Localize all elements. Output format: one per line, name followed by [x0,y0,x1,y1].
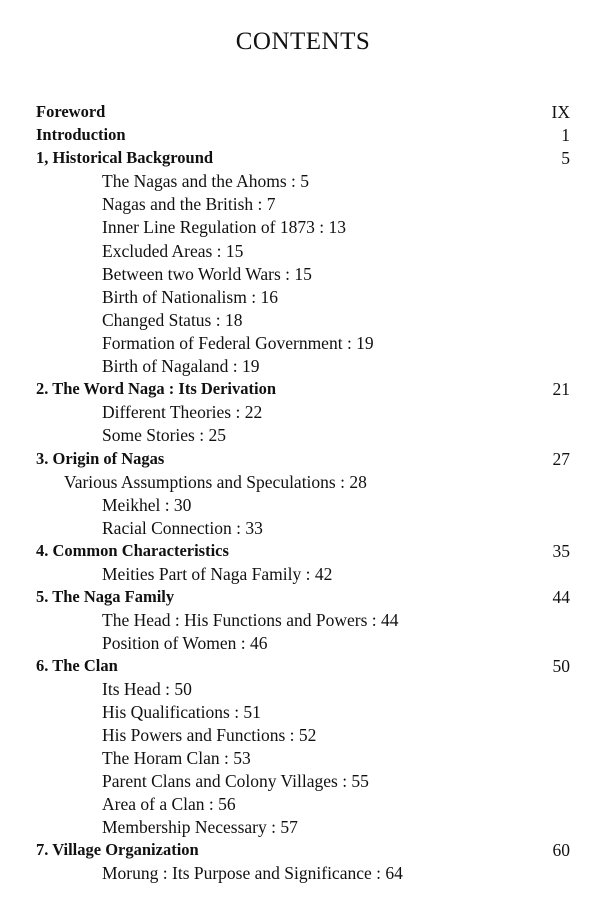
toc-entry [0,564,600,587]
toc-entry-label: The Nagas and the Ahoms : 5 [102,171,310,191]
toc-entry-page: IX [551,102,570,122]
toc-entry-label: Meikhel : 30 [102,495,192,515]
toc-entry-label: Foreword [36,102,106,121]
toc-entry-label: His Powers and Functions : 52 [102,725,317,745]
toc-entry [0,702,600,725]
toc-entry-label: The Horam Clan : 53 [102,748,251,768]
toc-entry [0,356,600,379]
toc-entry-label: 1, Historical Background [36,148,214,167]
toc-entry [0,679,600,702]
toc-entry [0,518,600,541]
toc-entry-page: 27 [552,449,570,469]
toc-entry-label: Different Theories : 22 [102,402,263,422]
toc-entry [0,633,600,656]
toc-entry [0,148,600,171]
toc-entry [0,863,600,886]
toc-entry-label: His Qualifications : 51 [102,702,261,722]
toc-entry [0,817,600,840]
toc-entry-label: Racial Connection : 33 [102,518,263,538]
toc-entry-label: Position of Women : 46 [102,633,268,653]
toc-entry-label: 7. Village Organization [36,840,199,859]
toc-entry-label: Area of a Clan : 56 [102,794,236,814]
toc-entry [0,472,600,495]
toc-entry-label: 3. Origin of Nagas [36,449,165,468]
toc-entry-page: 21 [552,379,570,399]
toc-entry-label: 2. The Word Naga : Its Derivation [36,379,277,398]
toc-entry-label: 5. The Naga Family [36,587,175,606]
toc-entry-label: The Head : His Functions and Powers : 44 [102,610,399,630]
toc-entry [0,495,600,518]
toc-entry [0,310,600,333]
toc-entry-label: Excluded Areas : 15 [102,241,244,261]
toc-entry [0,194,600,217]
toc-entry-label: Morung : Its Purpose and Significance : 64 [102,863,403,883]
toc-entry [0,771,600,794]
toc-entry [0,379,600,402]
toc-entry [0,794,600,817]
toc-entry-label: 4. Common Characteristics [36,541,229,560]
toc-entry [0,125,600,148]
toc-entry [0,102,600,125]
toc-entry-page: 60 [552,840,570,860]
toc-entry-label: Between two World Wars : 15 [102,264,312,284]
toc-entry-page: 35 [552,541,570,561]
toc-entry-label: Inner Line Regulation of 1873 : 13 [102,217,346,237]
toc-entry-page: 1 [561,125,570,145]
toc-entry [0,217,600,240]
toc-entry [0,425,600,448]
toc-entry-label: Parent Clans and Colony Villages : 55 [102,771,369,791]
toc-entry-label: Membership Necessary : 57 [102,817,298,837]
toc-entry [0,840,600,863]
toc-entry [0,402,600,425]
toc-entry-label: Introduction [36,125,126,144]
toc-entry [0,333,600,356]
toc-entry-page: 50 [552,656,570,676]
toc-entry-page: 5 [561,148,570,168]
toc-entry [0,541,600,564]
page-title: CONTENTS [235,28,371,55]
toc-entry-label: Some Stories : 25 [102,425,226,445]
toc-entry [0,449,600,472]
toc-entry-label: Changed Status : 18 [102,310,243,330]
toc-entry-label: 6. The Clan [36,656,118,675]
toc-entry [0,171,600,194]
toc-entry-label: Formation of Federal Government : 19 [102,333,374,353]
toc-entry [0,725,600,748]
toc-entry-label: Its Head : 50 [102,679,192,699]
toc-entry-page: 44 [552,587,570,607]
toc-entry [0,287,600,310]
toc-entry [0,748,600,771]
toc-entry-label: Birth of Nationalism : 16 [102,287,278,307]
toc-entry [0,656,600,679]
toc-entry-label: Birth of Nagaland : 19 [102,356,260,376]
toc-entry-label: Meities Part of Naga Family : 42 [102,564,333,584]
toc-entry [0,610,600,633]
toc-entry-label: Nagas and the British : 7 [102,194,276,214]
toc-entry [0,264,600,287]
toc-entry [0,241,600,264]
toc-entry-label: Various Assumptions and Speculations : 28 [64,472,367,492]
toc-entry [0,587,600,610]
